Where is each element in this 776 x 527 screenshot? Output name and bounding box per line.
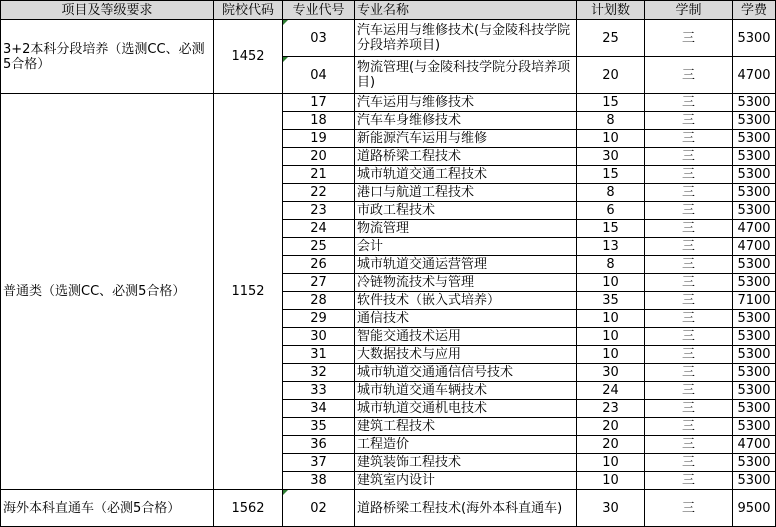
plan-cell: 30 <box>577 490 645 527</box>
fee-cell: 4700 <box>733 238 776 256</box>
plan-cell: 30 <box>577 148 645 166</box>
plan-cell: 10 <box>577 130 645 148</box>
header-school-code: 院校代码 <box>214 1 283 20</box>
plan-cell: 13 <box>577 238 645 256</box>
school-code-cell: 1562 <box>214 490 283 527</box>
header-major-name: 专业名称 <box>355 1 577 20</box>
fee-cell: 7100 <box>733 292 776 310</box>
fee-cell: 4700 <box>733 436 776 454</box>
major-code-cell: 31 <box>283 346 355 364</box>
header-project: 项目及等级要求 <box>1 1 214 20</box>
fee-cell: 5300 <box>733 364 776 382</box>
plan-cell: 6 <box>577 202 645 220</box>
major-code-cell: 19 <box>283 130 355 148</box>
duration-cell: 三 <box>645 57 733 94</box>
major-name-cell: 城市轨道交通工程技术 <box>355 166 577 184</box>
header-row <box>1 1 776 20</box>
major-code-cell: 02 <box>283 490 355 527</box>
fee-cell: 5300 <box>733 20 776 57</box>
major-code-cell: 25 <box>283 238 355 256</box>
duration-cell: 三 <box>645 220 733 238</box>
school-code-cell: 1152 <box>214 94 283 490</box>
fee-cell: 9500 <box>733 490 776 527</box>
plan-cell: 25 <box>577 20 645 57</box>
major-name-cell: 建筑装饰工程技术 <box>355 454 577 472</box>
fee-cell: 5300 <box>733 166 776 184</box>
major-name-cell: 大数据技术与应用 <box>355 346 577 364</box>
major-code-cell: 21 <box>283 166 355 184</box>
duration-cell: 三 <box>645 256 733 274</box>
plan-cell: 20 <box>577 57 645 94</box>
plan-cell: 23 <box>577 400 645 418</box>
duration-cell: 三 <box>645 328 733 346</box>
duration-cell: 三 <box>645 310 733 328</box>
plan-cell: 30 <box>577 364 645 382</box>
major-code-cell: 04 <box>283 57 355 94</box>
duration-cell: 三 <box>645 94 733 112</box>
project-cell: 3+2本科分段培养（选测CC、必测5合格） <box>1 20 214 94</box>
plan-cell: 10 <box>577 310 645 328</box>
fee-cell: 5300 <box>733 184 776 202</box>
major-code-cell: 30 <box>283 328 355 346</box>
plan-cell: 24 <box>577 382 645 400</box>
fee-cell: 5300 <box>733 274 776 292</box>
major-name-cell: 道路桥梁工程技术(海外本科直通车) <box>355 490 577 527</box>
major-code-cell: 20 <box>283 148 355 166</box>
major-name-cell: 城市轨道交通机电技术 <box>355 400 577 418</box>
header-major-code: 专业代号 <box>283 1 355 20</box>
major-name-cell: 城市轨道交通车辆技术 <box>355 382 577 400</box>
fee-cell: 5300 <box>733 346 776 364</box>
major-name-cell: 物流管理 <box>355 220 577 238</box>
school-code-cell: 1452 <box>214 20 283 94</box>
plan-cell: 10 <box>577 454 645 472</box>
major-code-cell: 28 <box>283 292 355 310</box>
table-row <box>1 20 776 57</box>
duration-cell: 三 <box>645 238 733 256</box>
major-name-cell: 通信技术 <box>355 310 577 328</box>
major-code-cell: 35 <box>283 418 355 436</box>
major-name-cell: 市政工程技术 <box>355 202 577 220</box>
major-name-cell: 新能源汽车运用与维修 <box>355 130 577 148</box>
major-name-cell: 汽车车身维修技术 <box>355 112 577 130</box>
fee-cell: 5300 <box>733 382 776 400</box>
major-name-cell: 软件技术（嵌入式培养） <box>355 292 577 310</box>
major-code-cell: 24 <box>283 220 355 238</box>
fee-cell: 5300 <box>733 418 776 436</box>
table-body <box>1 20 776 527</box>
project-cell: 海外本科直通车（必测5合格） <box>1 490 214 527</box>
major-code-cell: 03 <box>283 20 355 57</box>
duration-cell: 三 <box>645 202 733 220</box>
plan-cell: 8 <box>577 112 645 130</box>
major-name-cell: 智能交通技术运用 <box>355 328 577 346</box>
project-cell: 普通类（选测CC、必测5合格） <box>1 94 214 490</box>
major-code-cell: 38 <box>283 472 355 490</box>
fee-cell: 4700 <box>733 57 776 94</box>
major-name-cell: 城市轨道交通运营管理 <box>355 256 577 274</box>
duration-cell: 三 <box>645 418 733 436</box>
plan-cell: 10 <box>577 274 645 292</box>
plan-cell: 10 <box>577 328 645 346</box>
plan-cell: 15 <box>577 94 645 112</box>
fee-cell: 5300 <box>733 94 776 112</box>
plan-cell: 35 <box>577 292 645 310</box>
duration-cell: 三 <box>645 364 733 382</box>
plan-cell: 20 <box>577 418 645 436</box>
duration-cell: 三 <box>645 20 733 57</box>
major-name-cell: 汽车运用与维修技术 <box>355 94 577 112</box>
fee-cell: 4700 <box>733 220 776 238</box>
duration-cell: 三 <box>645 166 733 184</box>
major-name-cell: 物流管理(与金陵科技学院分段培养项目) <box>355 57 577 94</box>
major-code-cell: 22 <box>283 184 355 202</box>
major-code-cell: 33 <box>283 382 355 400</box>
fee-cell: 5300 <box>733 202 776 220</box>
plan-cell: 10 <box>577 472 645 490</box>
major-code-cell: 37 <box>283 454 355 472</box>
major-name-cell: 工程造价 <box>355 436 577 454</box>
table-row <box>1 94 776 112</box>
fee-cell: 5300 <box>733 328 776 346</box>
plan-cell: 10 <box>577 346 645 364</box>
plan-cell: 8 <box>577 256 645 274</box>
fee-cell: 5300 <box>733 256 776 274</box>
duration-cell: 三 <box>645 292 733 310</box>
major-code-cell: 27 <box>283 274 355 292</box>
fee-cell: 5300 <box>733 112 776 130</box>
fee-cell: 5300 <box>733 310 776 328</box>
duration-cell: 三 <box>645 184 733 202</box>
table-row <box>1 490 776 527</box>
major-code-cell: 18 <box>283 112 355 130</box>
duration-cell: 三 <box>645 382 733 400</box>
major-name-cell: 港口与航道工程技术 <box>355 184 577 202</box>
major-name-cell: 城市轨道交通通信信号技术 <box>355 364 577 382</box>
major-code-cell: 29 <box>283 310 355 328</box>
major-code-cell: 17 <box>283 94 355 112</box>
duration-cell: 三 <box>645 130 733 148</box>
duration-cell: 三 <box>645 274 733 292</box>
plan-cell: 15 <box>577 166 645 184</box>
major-code-cell: 32 <box>283 364 355 382</box>
major-name-cell: 道路桥梁工程技术 <box>355 148 577 166</box>
major-name-cell: 冷链物流技术与管理 <box>355 274 577 292</box>
header-plan: 计划数 <box>577 1 645 20</box>
duration-cell: 三 <box>645 148 733 166</box>
major-name-cell: 会计 <box>355 238 577 256</box>
fee-cell: 5300 <box>733 148 776 166</box>
header-duration: 学制 <box>645 1 733 20</box>
plan-cell: 8 <box>577 184 645 202</box>
major-name-cell: 建筑工程技术 <box>355 418 577 436</box>
fee-cell: 5300 <box>733 454 776 472</box>
major-code-cell: 36 <box>283 436 355 454</box>
major-code-cell: 23 <box>283 202 355 220</box>
major-code-cell: 34 <box>283 400 355 418</box>
duration-cell: 三 <box>645 436 733 454</box>
duration-cell: 三 <box>645 490 733 527</box>
major-code-cell: 26 <box>283 256 355 274</box>
duration-cell: 三 <box>645 112 733 130</box>
duration-cell: 三 <box>645 472 733 490</box>
plan-cell: 20 <box>577 436 645 454</box>
header-fee: 学费 <box>733 1 776 20</box>
fee-cell: 5300 <box>733 400 776 418</box>
fee-cell: 5300 <box>733 472 776 490</box>
duration-cell: 三 <box>645 454 733 472</box>
major-name-cell: 汽车运用与维修技术(与金陵科技学院分段培养项目) <box>355 20 577 57</box>
duration-cell: 三 <box>645 346 733 364</box>
major-name-cell: 建筑室内设计 <box>355 472 577 490</box>
duration-cell: 三 <box>645 400 733 418</box>
plan-cell: 15 <box>577 220 645 238</box>
fee-cell: 5300 <box>733 130 776 148</box>
